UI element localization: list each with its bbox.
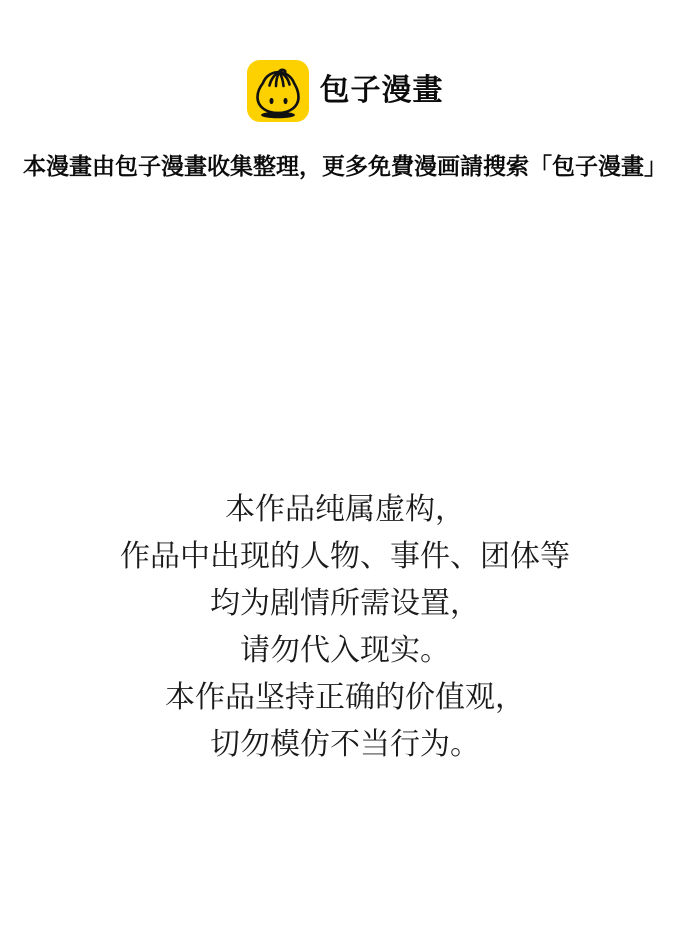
baozi-bun-icon (247, 60, 309, 122)
disclaimer-line: 切勿模仿不当行为。 (210, 727, 480, 762)
fiction-disclaimer (0, 486, 690, 768)
disclaimer-line: 请勿代入现实。 (240, 633, 450, 668)
brand-header (0, 59, 690, 122)
bun-shadow (261, 111, 295, 118)
brand-name: 包子漫畫 (319, 72, 444, 108)
bun-left-eye (269, 97, 273, 103)
collection-tagline: 本漫畫由包子漫畫收集整理，更多免費漫画請搜索「包子漫畫」 (23, 154, 667, 180)
disclaimer-line: 本作品纯属虚构， (225, 492, 465, 527)
disclaimer-line: 均为剧情所需设置， (210, 586, 480, 621)
disclaimer-line: 作品中出现的人物、事件、团体等 (120, 539, 570, 574)
disclaimer-line: 本作品坚持正确的价值观， (165, 680, 525, 715)
bun-right-eye (283, 97, 287, 103)
